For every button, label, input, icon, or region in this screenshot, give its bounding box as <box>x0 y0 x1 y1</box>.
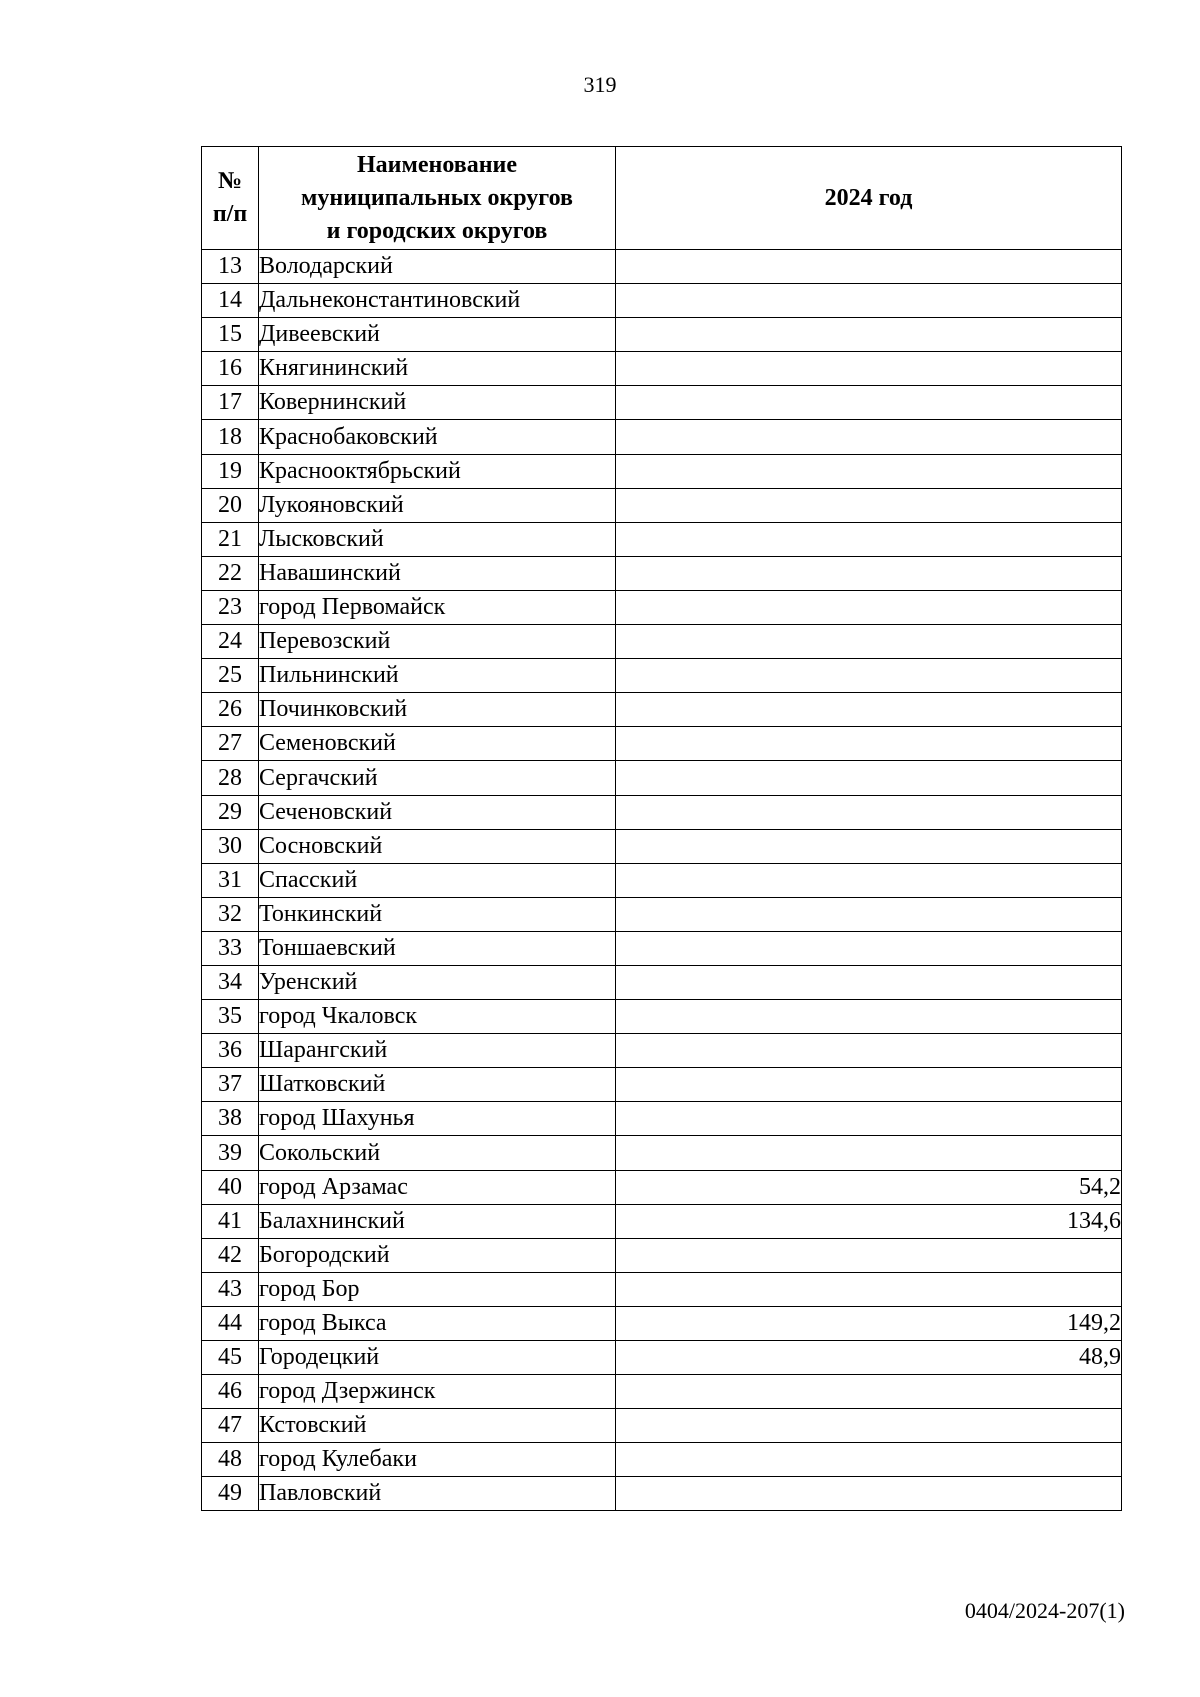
municipality-name-cell: город Первомайск <box>259 590 616 624</box>
municipality-name-cell: Дальнеконстантиновский <box>259 284 616 318</box>
value-2024-cell <box>616 1102 1122 1136</box>
municipality-name-cell: город Выкса <box>259 1306 616 1340</box>
row-number-cell: 17 <box>202 386 259 420</box>
row-number-cell: 24 <box>202 625 259 659</box>
value-2024-cell <box>616 1000 1122 1034</box>
row-number-cell: 41 <box>202 1204 259 1238</box>
municipality-name-cell: Лукояновский <box>259 488 616 522</box>
table-header-row <box>202 147 1122 250</box>
table-row <box>202 931 1122 965</box>
value-2024-cell <box>616 1034 1122 1068</box>
row-number-cell: 44 <box>202 1306 259 1340</box>
municipality-name-cell: Перевозский <box>259 625 616 659</box>
municipality-name-cell: Семеновский <box>259 727 616 761</box>
table-row <box>202 250 1122 284</box>
row-number-cell: 32 <box>202 897 259 931</box>
value-2024-cell <box>616 1443 1122 1477</box>
row-number-cell: 27 <box>202 727 259 761</box>
value-2024-cell <box>616 1477 1122 1511</box>
row-number-cell: 31 <box>202 863 259 897</box>
table-row <box>202 352 1122 386</box>
row-number-cell: 39 <box>202 1136 259 1170</box>
table-row <box>202 1068 1122 1102</box>
value-2024-cell <box>616 863 1122 897</box>
table-row <box>202 863 1122 897</box>
municipality-name-cell: Володарский <box>259 250 616 284</box>
municipality-name-cell: Ковернинский <box>259 386 616 420</box>
table-row <box>202 420 1122 454</box>
table-row <box>202 590 1122 624</box>
row-number-cell: 38 <box>202 1102 259 1136</box>
row-number-cell: 22 <box>202 556 259 590</box>
value-2024-cell <box>616 420 1122 454</box>
table-row <box>202 1341 1122 1375</box>
row-number-cell: 42 <box>202 1238 259 1272</box>
value-2024-cell <box>616 522 1122 556</box>
value-2024-cell <box>616 931 1122 965</box>
value-2024-cell <box>616 795 1122 829</box>
table-row <box>202 727 1122 761</box>
municipality-name-cell: Шарангский <box>259 1034 616 1068</box>
municipality-name-cell: город Дзержинск <box>259 1375 616 1409</box>
header-year: 2024 год <box>616 147 1122 250</box>
municipality-name-cell: Княгининский <box>259 352 616 386</box>
table-row <box>202 897 1122 931</box>
municipality-name-cell: Уренский <box>259 965 616 999</box>
data-table <box>201 146 1122 1511</box>
municipality-name-cell: город Кулебаки <box>259 1443 616 1477</box>
value-2024-cell <box>616 1409 1122 1443</box>
table-row <box>202 454 1122 488</box>
table-row <box>202 625 1122 659</box>
row-number-cell: 37 <box>202 1068 259 1102</box>
municipality-name-cell: город Чкаловск <box>259 1000 616 1034</box>
value-2024-cell <box>616 1068 1122 1102</box>
value-2024-cell <box>616 693 1122 727</box>
row-number-cell: 48 <box>202 1443 259 1477</box>
table-row <box>202 1375 1122 1409</box>
value-2024-cell <box>616 352 1122 386</box>
table-row <box>202 386 1122 420</box>
municipality-name-cell: город Бор <box>259 1272 616 1306</box>
row-number-cell: 29 <box>202 795 259 829</box>
table-row <box>202 522 1122 556</box>
row-number-cell: 36 <box>202 1034 259 1068</box>
page-number: 319 <box>583 72 617 97</box>
value-2024-cell <box>616 284 1122 318</box>
municipality-name-cell: Сокольский <box>259 1136 616 1170</box>
row-number-cell: 30 <box>202 829 259 863</box>
municipality-name-cell: Тоншаевский <box>259 931 616 965</box>
municipality-name-cell: Краснобаковский <box>259 420 616 454</box>
table-row <box>202 1136 1122 1170</box>
value-2024-cell <box>616 659 1122 693</box>
value-2024-cell: 54,2 <box>616 1170 1122 1204</box>
row-number-cell: 28 <box>202 761 259 795</box>
table-row <box>202 1409 1122 1443</box>
municipality-name-cell: Сеченовский <box>259 795 616 829</box>
value-2024-cell <box>616 727 1122 761</box>
table-row <box>202 1000 1122 1034</box>
municipality-name-cell: город Арзамас <box>259 1170 616 1204</box>
table-row <box>202 1170 1122 1204</box>
table-row <box>202 284 1122 318</box>
municipality-name-cell: Сосновский <box>259 829 616 863</box>
value-2024-cell <box>616 488 1122 522</box>
table-row <box>202 1443 1122 1477</box>
table-row <box>202 1306 1122 1340</box>
table-row <box>202 488 1122 522</box>
row-number-cell: 40 <box>202 1170 259 1204</box>
row-number-cell: 16 <box>202 352 259 386</box>
municipality-name-cell: Навашинский <box>259 556 616 590</box>
value-2024-cell <box>616 761 1122 795</box>
table-body <box>202 250 1122 1511</box>
table-row <box>202 1102 1122 1136</box>
row-number-cell: 15 <box>202 318 259 352</box>
municipality-name-cell: Спасский <box>259 863 616 897</box>
document-code: 0404/2024-207(1) <box>964 1598 1125 1623</box>
table-row <box>202 829 1122 863</box>
value-2024-cell <box>616 556 1122 590</box>
value-2024-cell <box>616 1375 1122 1409</box>
municipality-name-cell: Богородский <box>259 1238 616 1272</box>
table-row <box>202 1034 1122 1068</box>
value-2024-cell <box>616 1272 1122 1306</box>
row-number-cell: 49 <box>202 1477 259 1511</box>
row-number-cell: 43 <box>202 1272 259 1306</box>
municipality-name-cell: город Шахунья <box>259 1102 616 1136</box>
row-number-cell: 20 <box>202 488 259 522</box>
value-2024-cell <box>616 318 1122 352</box>
table-row <box>202 659 1122 693</box>
table-row <box>202 318 1122 352</box>
table-row <box>202 693 1122 727</box>
value-2024-cell <box>616 590 1122 624</box>
row-number-cell: 45 <box>202 1341 259 1375</box>
row-number-cell: 25 <box>202 659 259 693</box>
value-2024-cell: 149,2 <box>616 1306 1122 1340</box>
row-number-cell: 19 <box>202 454 259 488</box>
municipality-name-cell: Балахнинский <box>259 1204 616 1238</box>
table-row <box>202 1204 1122 1238</box>
table-row <box>202 761 1122 795</box>
municipality-name-cell: Тонкинский <box>259 897 616 931</box>
table-row <box>202 1477 1122 1511</box>
value-2024-cell <box>616 625 1122 659</box>
header-name: Наименование муниципальных округов и городских округов <box>259 147 616 250</box>
row-number-cell: 23 <box>202 590 259 624</box>
value-2024-cell <box>616 965 1122 999</box>
value-2024-cell <box>616 250 1122 284</box>
municipality-name-cell: Дивеевский <box>259 318 616 352</box>
header-number: № п/п <box>202 147 259 250</box>
row-number-cell: 35 <box>202 1000 259 1034</box>
row-number-cell: 21 <box>202 522 259 556</box>
row-number-cell: 47 <box>202 1409 259 1443</box>
row-number-cell: 33 <box>202 931 259 965</box>
value-2024-cell <box>616 1238 1122 1272</box>
municipality-name-cell: Пильнинский <box>259 659 616 693</box>
value-2024-cell <box>616 1136 1122 1170</box>
value-2024-cell <box>616 897 1122 931</box>
municipality-name-cell: Кстовский <box>259 1409 616 1443</box>
row-number-cell: 18 <box>202 420 259 454</box>
row-number-cell: 34 <box>202 965 259 999</box>
municipality-name-cell: Починковский <box>259 693 616 727</box>
municipality-name-cell: Шатковский <box>259 1068 616 1102</box>
value-2024-cell <box>616 454 1122 488</box>
row-number-cell: 14 <box>202 284 259 318</box>
municipality-name-cell: Сергачский <box>259 761 616 795</box>
row-number-cell: 26 <box>202 693 259 727</box>
row-number-cell: 46 <box>202 1375 259 1409</box>
table-row <box>202 556 1122 590</box>
table-row <box>202 1272 1122 1306</box>
row-number-cell: 13 <box>202 250 259 284</box>
value-2024-cell: 48,9 <box>616 1341 1122 1375</box>
value-2024-cell <box>616 829 1122 863</box>
value-2024-cell: 134,6 <box>616 1204 1122 1238</box>
municipality-name-cell: Городецкий <box>259 1341 616 1375</box>
table-row <box>202 795 1122 829</box>
municipality-name-cell: Лысковский <box>259 522 616 556</box>
table-row <box>202 1238 1122 1272</box>
value-2024-cell <box>616 386 1122 420</box>
municipality-name-cell: Павловский <box>259 1477 616 1511</box>
municipality-name-cell: Краснооктябрьский <box>259 454 616 488</box>
table-row <box>202 965 1122 999</box>
